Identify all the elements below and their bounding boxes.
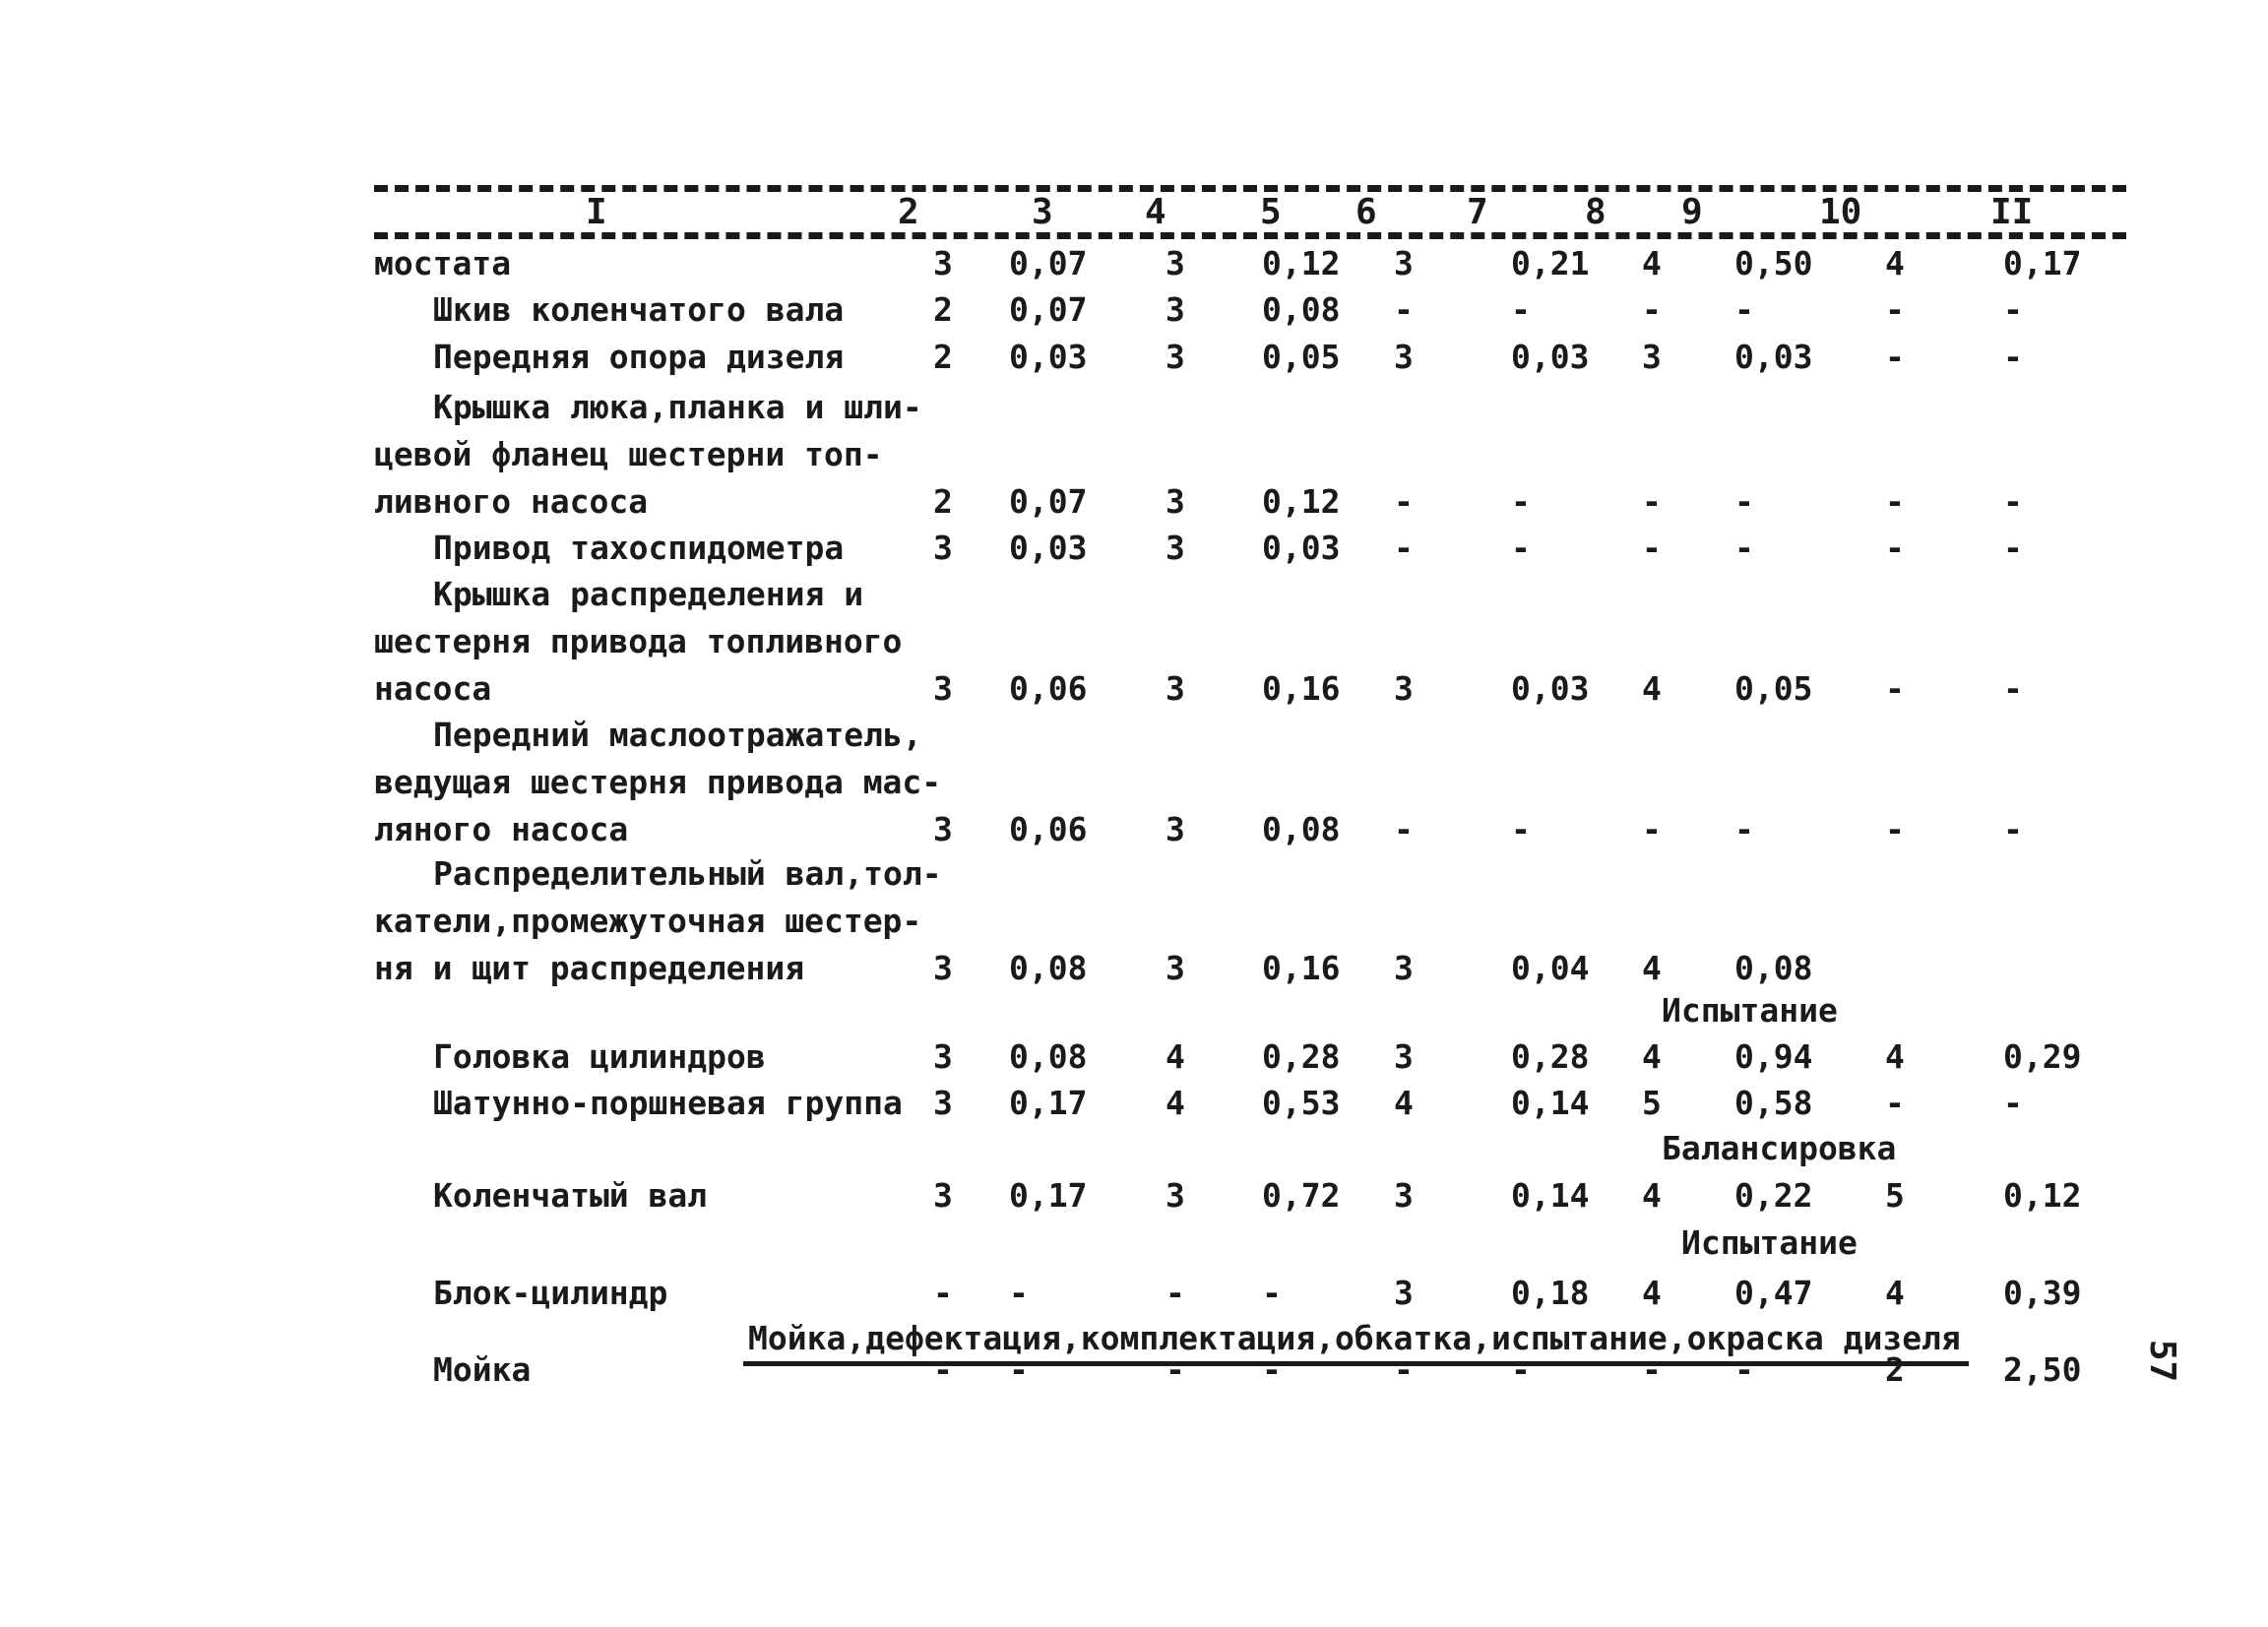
row-6-cell-col-11: - xyxy=(2003,669,2023,708)
row-5-cell-col-4: 3 xyxy=(1166,529,1185,567)
row-11-cell-col-9: 0,22 xyxy=(1734,1176,1813,1215)
row-7-cell-col-10: - xyxy=(1885,810,1905,848)
row-1-cell-col-8: 4 xyxy=(1642,244,1662,282)
row-12-label-line-1: Блок-цилиндр xyxy=(433,1274,668,1312)
row-10-cell-col-3: 0,17 xyxy=(1009,1084,1088,1122)
row-13-cell-col-9: - xyxy=(1734,1350,1754,1389)
row-12-cell-col-3: - xyxy=(1009,1274,1029,1312)
note-balancing: Балансировка xyxy=(1662,1129,1897,1167)
header-top-rule xyxy=(374,185,2126,192)
row-2-cell-col-6: - xyxy=(1394,290,1414,329)
row-5-cell-col-9: - xyxy=(1734,529,1754,567)
row-1-cell-col-9: 0,50 xyxy=(1734,244,1813,282)
row-12-cell-col-6: 3 xyxy=(1394,1274,1414,1312)
header-col-10: 10 xyxy=(1819,192,1862,232)
row-5-cell-col-6: - xyxy=(1394,529,1414,567)
row-3-cell-col-7: 0,03 xyxy=(1511,338,1590,376)
row-4-label-line-2: цевой фланец шестерни топ- xyxy=(374,435,883,473)
header-col-9: 9 xyxy=(1681,192,1703,232)
row-7-cell-col-5: 0,08 xyxy=(1262,810,1341,848)
row-8-cell-col-8: 4 xyxy=(1642,949,1662,987)
row-3-label-line-1: Передняя опора дизеля xyxy=(433,338,845,376)
header-col-1: I xyxy=(586,192,607,232)
header-col-7: 7 xyxy=(1467,192,1488,232)
row-13-cell-col-10: 2 xyxy=(1885,1350,1905,1389)
row-3-cell-col-10: - xyxy=(1885,338,1905,376)
row-8-cell-col-6: 3 xyxy=(1394,949,1414,987)
row-12-cell-col-10: 4 xyxy=(1885,1274,1905,1312)
row-5-label-line-1: Привод тахоспидометра xyxy=(433,529,845,567)
row-8-cell-col-7: 0,04 xyxy=(1511,949,1590,987)
row-4-cell-col-9: - xyxy=(1734,482,1754,521)
page-number: 57 xyxy=(2142,1339,2183,1383)
row-4-cell-col-2: 2 xyxy=(933,482,953,521)
row-8-cell-col-9: 0,08 xyxy=(1734,949,1813,987)
row-12-cell-col-2: - xyxy=(933,1274,953,1312)
row-4-label-line-3: ливного насоса xyxy=(374,482,649,521)
row-1-cell-col-4: 3 xyxy=(1166,244,1185,282)
row-10-label-line-1: Шатунно-поршневая группа xyxy=(433,1084,903,1122)
row-9-cell-col-3: 0,08 xyxy=(1009,1037,1088,1076)
row-3-cell-col-11: - xyxy=(2003,338,2023,376)
row-5-cell-col-5: 0,03 xyxy=(1262,529,1341,567)
row-9-cell-col-6: 3 xyxy=(1394,1037,1414,1076)
row-11-cell-col-11: 0,12 xyxy=(2003,1176,2082,1215)
row-2-cell-col-4: 3 xyxy=(1166,290,1185,329)
row-4-cell-col-11: - xyxy=(2003,482,2023,521)
row-5-cell-col-8: - xyxy=(1642,529,1662,567)
row-9-cell-col-7: 0,28 xyxy=(1511,1037,1590,1076)
row-13-cell-col-11: 2,50 xyxy=(2003,1350,2082,1389)
row-2-cell-col-10: - xyxy=(1885,290,1905,329)
row-3-cell-col-6: 3 xyxy=(1394,338,1414,376)
row-11-cell-col-8: 4 xyxy=(1642,1176,1662,1215)
row-3-cell-col-2: 2 xyxy=(933,338,953,376)
header-col-6: 6 xyxy=(1355,192,1377,232)
row-4-cell-col-3: 0,07 xyxy=(1009,482,1088,521)
row-1-cell-col-6: 3 xyxy=(1394,244,1414,282)
row-6-cell-col-10: - xyxy=(1885,669,1905,708)
header-bottom-rule xyxy=(374,232,2126,239)
row-1-cell-col-2: 3 xyxy=(933,244,953,282)
row-10-cell-col-5: 0,53 xyxy=(1262,1084,1341,1122)
row-5-cell-col-10: - xyxy=(1885,529,1905,567)
row-2-cell-col-2: 2 xyxy=(933,290,953,329)
row-10-cell-col-6: 4 xyxy=(1394,1084,1414,1122)
row-8-label-line-2: катели,промежуточная шестер- xyxy=(374,902,922,940)
header-col-3: 3 xyxy=(1032,192,1053,232)
row-8-label-line-1: Распределительный вал,тол- xyxy=(433,854,942,893)
row-7-label-line-3: ляного насоса xyxy=(374,810,629,848)
row-7-cell-col-11: - xyxy=(2003,810,2023,848)
row-13-label-line-1: Мойка xyxy=(433,1350,532,1389)
row-5-cell-col-2: 3 xyxy=(933,529,953,567)
row-12-cell-col-4: - xyxy=(1166,1274,1185,1312)
row-2-cell-col-3: 0,07 xyxy=(1009,290,1088,329)
row-8-cell-col-4: 3 xyxy=(1166,949,1185,987)
row-1-cell-col-10: 4 xyxy=(1885,244,1905,282)
row-5-cell-col-3: 0,03 xyxy=(1009,529,1088,567)
row-11-cell-col-2: 3 xyxy=(933,1176,953,1215)
row-7-cell-col-6: - xyxy=(1394,810,1414,848)
row-12-cell-col-5: - xyxy=(1262,1274,1282,1312)
row-4-cell-col-6: - xyxy=(1394,482,1414,521)
note-testing-1: Испытание xyxy=(1662,991,1838,1030)
row-11-cell-col-7: 0,14 xyxy=(1511,1176,1590,1215)
header-col-8: 8 xyxy=(1585,192,1606,232)
section-title-underline xyxy=(743,1361,1969,1366)
row-1-label-line-1: мостата xyxy=(374,244,512,282)
row-11-cell-col-4: 3 xyxy=(1166,1176,1185,1215)
row-1-cell-col-7: 0,21 xyxy=(1511,244,1590,282)
row-6-label-line-2: шестерня привода топливного xyxy=(374,622,903,660)
row-13-cell-col-4: - xyxy=(1166,1350,1185,1389)
row-9-cell-col-8: 4 xyxy=(1642,1037,1662,1076)
row-4-cell-col-5: 0,12 xyxy=(1262,482,1341,521)
row-12-cell-col-11: 0,39 xyxy=(2003,1274,2082,1312)
row-2-label-line-1: Шкив коленчатого вала xyxy=(433,290,845,329)
row-10-cell-col-7: 0,14 xyxy=(1511,1084,1590,1122)
row-7-cell-col-2: 3 xyxy=(933,810,953,848)
row-8-cell-col-2: 3 xyxy=(933,949,953,987)
row-9-label-line-1: Головка цилиндров xyxy=(433,1037,766,1076)
row-12-cell-col-7: 0,18 xyxy=(1511,1274,1590,1312)
row-6-cell-col-9: 0,05 xyxy=(1734,669,1813,708)
row-10-cell-col-9: 0,58 xyxy=(1734,1084,1813,1122)
row-10-cell-col-2: 3 xyxy=(933,1084,953,1122)
row-9-cell-col-11: 0,29 xyxy=(2003,1037,2082,1076)
row-12-cell-col-9: 0,47 xyxy=(1734,1274,1813,1312)
row-13-cell-col-6: - xyxy=(1394,1350,1414,1389)
row-11-label-line-1: Коленчатый вал xyxy=(433,1176,708,1215)
row-4-cell-col-8: - xyxy=(1642,482,1662,521)
row-2-cell-col-8: - xyxy=(1642,290,1662,329)
row-2-cell-col-9: - xyxy=(1734,290,1754,329)
row-3-cell-col-9: 0,03 xyxy=(1734,338,1813,376)
row-6-cell-col-8: 4 xyxy=(1642,669,1662,708)
row-9-cell-col-9: 0,94 xyxy=(1734,1037,1813,1076)
row-6-label-line-1: Крышка распределения и xyxy=(433,575,864,613)
header-col-5: 5 xyxy=(1260,192,1282,232)
row-7-label-line-1: Передний маслоотражатель, xyxy=(433,716,922,754)
row-2-cell-col-7: - xyxy=(1511,290,1531,329)
row-6-label-line-3: насоса xyxy=(374,669,492,708)
row-11-cell-col-3: 0,17 xyxy=(1009,1176,1088,1215)
row-9-cell-col-10: 4 xyxy=(1885,1037,1905,1076)
row-7-cell-col-8: - xyxy=(1642,810,1662,848)
row-13-cell-col-8: - xyxy=(1642,1350,1662,1389)
row-10-cell-col-10: - xyxy=(1885,1084,1905,1122)
row-10-cell-col-4: 4 xyxy=(1166,1084,1185,1122)
row-9-cell-col-5: 0,28 xyxy=(1262,1037,1341,1076)
row-3-cell-col-4: 3 xyxy=(1166,338,1185,376)
row-5-cell-col-7: - xyxy=(1511,529,1531,567)
row-2-cell-col-5: 0,08 xyxy=(1262,290,1341,329)
row-11-cell-col-10: 5 xyxy=(1885,1176,1905,1215)
row-13-cell-col-2: - xyxy=(933,1350,953,1389)
row-11-cell-col-6: 3 xyxy=(1394,1176,1414,1215)
row-13-cell-col-7: - xyxy=(1511,1350,1531,1389)
row-1-cell-col-5: 0,12 xyxy=(1262,244,1341,282)
row-3-cell-col-8: 3 xyxy=(1642,338,1662,376)
row-8-cell-col-5: 0,16 xyxy=(1262,949,1341,987)
row-6-cell-col-6: 3 xyxy=(1394,669,1414,708)
row-6-cell-col-4: 3 xyxy=(1166,669,1185,708)
row-4-cell-col-4: 3 xyxy=(1166,482,1185,521)
row-1-cell-col-11: 0,17 xyxy=(2003,244,2082,282)
note-testing-2: Испытание xyxy=(1681,1223,1858,1262)
row-2-cell-col-11: - xyxy=(2003,290,2023,329)
row-8-cell-col-3: 0,08 xyxy=(1009,949,1088,987)
row-6-cell-col-2: 3 xyxy=(933,669,953,708)
row-1-cell-col-3: 0,07 xyxy=(1009,244,1088,282)
row-10-cell-col-11: - xyxy=(2003,1084,2023,1122)
row-6-cell-col-3: 0,06 xyxy=(1009,669,1088,708)
row-7-label-line-2: ведущая шестерня привода мас- xyxy=(374,763,942,801)
row-7-cell-col-4: 3 xyxy=(1166,810,1185,848)
row-4-cell-col-10: - xyxy=(1885,482,1905,521)
row-3-cell-col-3: 0,03 xyxy=(1009,338,1088,376)
row-7-cell-col-7: - xyxy=(1511,810,1531,848)
row-13-cell-col-3: - xyxy=(1009,1350,1029,1389)
header-col-11: II xyxy=(1990,192,2034,232)
row-12-cell-col-8: 4 xyxy=(1642,1274,1662,1312)
section-title: Мойка,дефектация,комплектация,обкатка,испытание,окраска дизеля xyxy=(748,1319,1961,1357)
row-8-label-line-3: ня и щит распределения xyxy=(374,949,805,987)
row-6-cell-col-5: 0,16 xyxy=(1262,669,1341,708)
row-10-cell-col-8: 5 xyxy=(1642,1084,1662,1122)
row-11-cell-col-5: 0,72 xyxy=(1262,1176,1341,1215)
row-7-cell-col-3: 0,06 xyxy=(1009,810,1088,848)
row-9-cell-col-2: 3 xyxy=(933,1037,953,1076)
row-7-cell-col-9: - xyxy=(1734,810,1754,848)
row-13-cell-col-5: - xyxy=(1262,1350,1282,1389)
row-5-cell-col-11: - xyxy=(2003,529,2023,567)
row-6-cell-col-7: 0,03 xyxy=(1511,669,1590,708)
header-col-4: 4 xyxy=(1145,192,1166,232)
header-col-2: 2 xyxy=(898,192,919,232)
row-4-cell-col-7: - xyxy=(1511,482,1531,521)
row-4-label-line-1: Крышка люка,планка и шли- xyxy=(433,388,922,426)
row-3-cell-col-5: 0,05 xyxy=(1262,338,1341,376)
row-9-cell-col-4: 4 xyxy=(1166,1037,1185,1076)
